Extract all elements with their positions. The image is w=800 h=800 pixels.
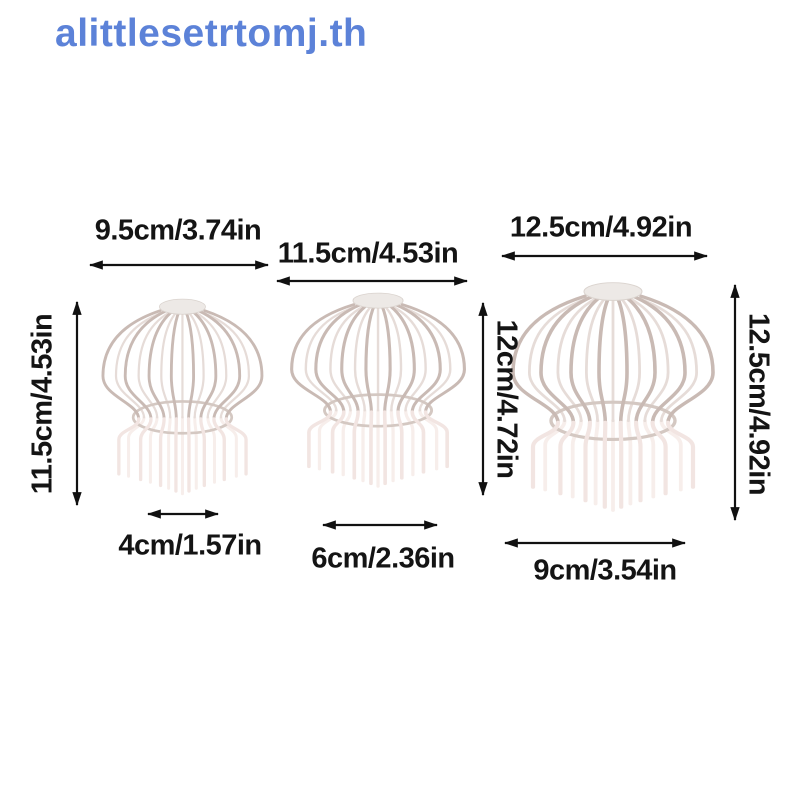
label-bottom-width-large: 9cm/3.54in	[533, 554, 677, 587]
label-height-medium: 12cm/4.72in	[490, 319, 523, 479]
strainer-small	[103, 299, 262, 494]
label-height-large: 12.5cm/4.92in	[742, 312, 775, 496]
label-bottom-width-medium: 6cm/2.36in	[311, 542, 455, 575]
label-bottom-width-small: 4cm/1.57in	[118, 529, 262, 562]
label-top-width-medium: 11.5cm/4.53in	[277, 237, 459, 270]
label-height-small: 11.5cm/4.53in	[26, 313, 59, 495]
label-top-width-large: 12.5cm/4.92in	[509, 211, 693, 244]
label-top-width-small: 9.5cm/3.74in	[94, 214, 262, 247]
watermark-text: alittlesetrtomj.th	[55, 12, 368, 55]
strainer-large	[513, 283, 713, 510]
strainer-medium	[292, 293, 465, 486]
